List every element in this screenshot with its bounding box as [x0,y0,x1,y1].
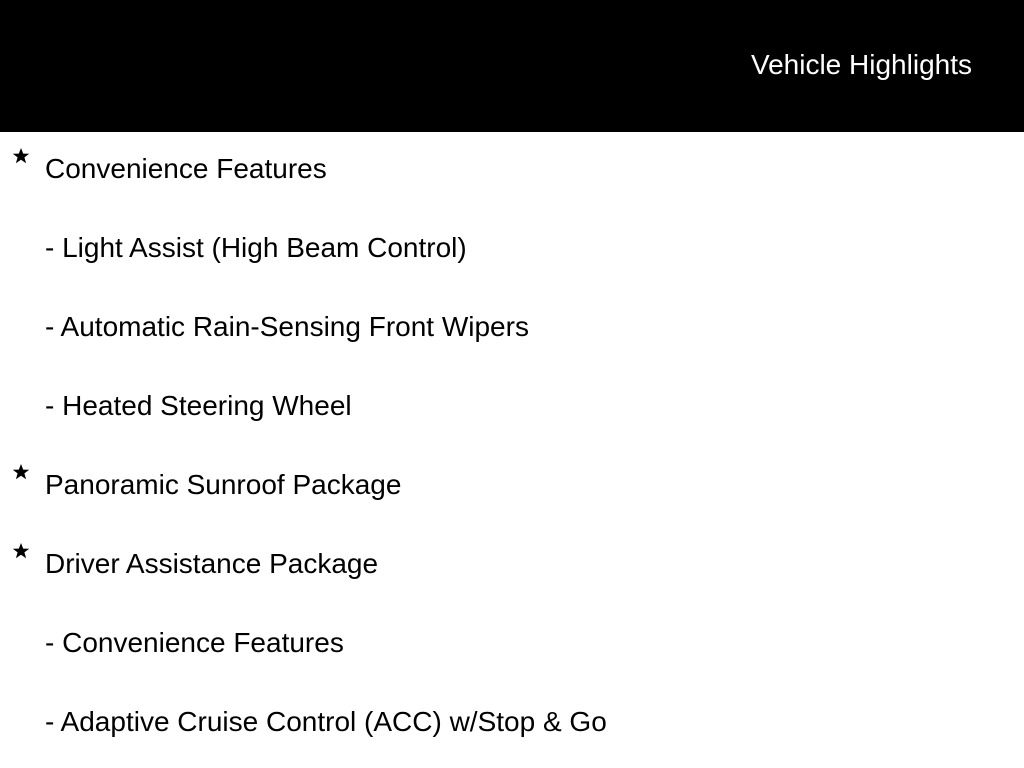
header-bar [0,0,1024,132]
list-item-label: - Heated Steering Wheel [45,390,352,421]
list-item [0,369,1024,421]
list-item-label: - Automatic Rain-Sensing Front Wipers [45,311,529,342]
list-item-label: - Light Assist (High Beam Control) [45,232,467,263]
list-item [0,606,1024,658]
list-item [0,448,1024,500]
list-item-label: Driver Assistance Package [45,548,379,579]
star-icon [11,146,31,166]
list-item [0,290,1024,342]
list-item-label: - Convenience Features [45,627,344,658]
list-item-label: Panoramic Sunroof Package [45,469,402,500]
list-item [0,685,1024,737]
list-item [0,211,1024,263]
list-item-label: Convenience Features [45,153,327,184]
list-item [0,527,1024,579]
list-item [0,132,1024,184]
star-icon [11,541,31,561]
page-title: Vehicle Highlights [750,49,972,80]
star-icon [11,462,31,482]
list-item-label: - Adaptive Cruise Control (ACC) w/Stop & Go [45,706,607,737]
